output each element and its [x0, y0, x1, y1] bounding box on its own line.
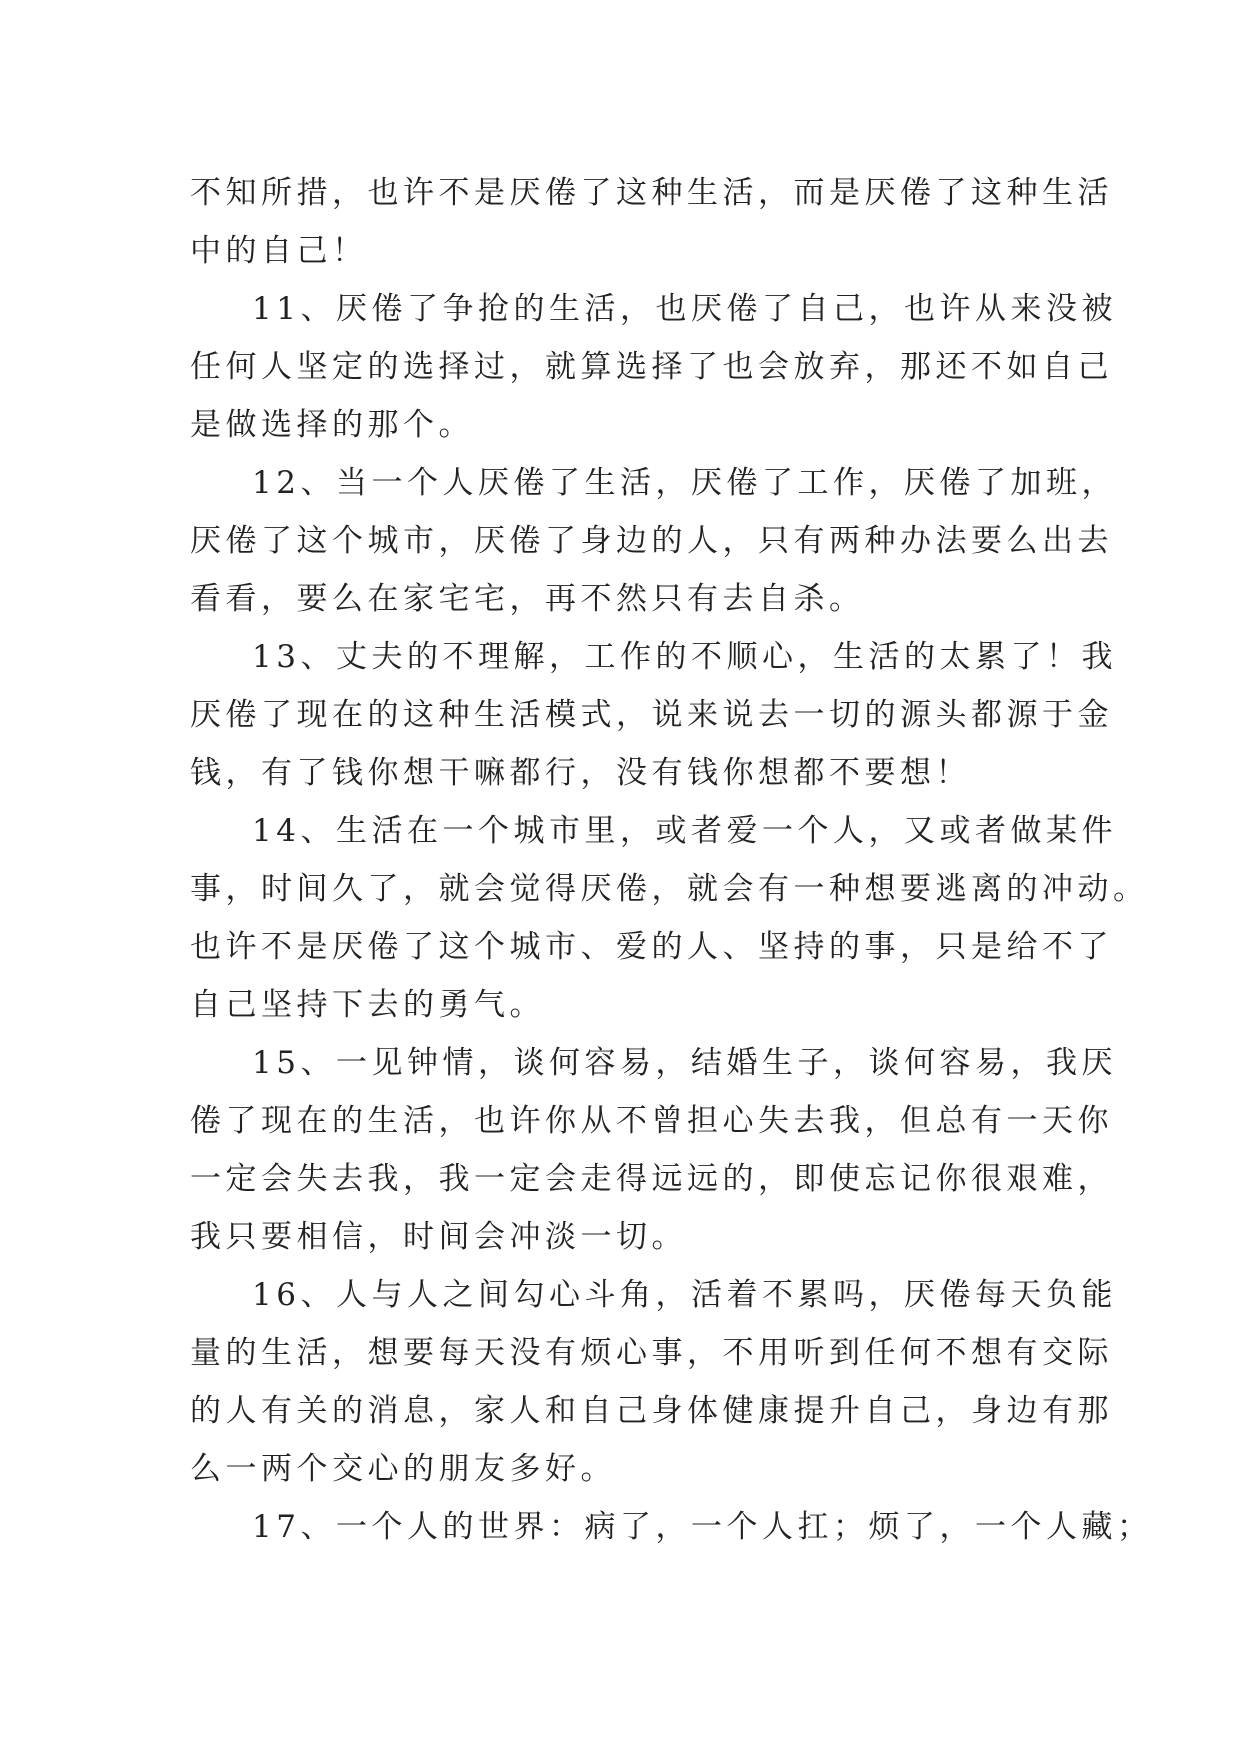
text-line: 厌倦了这个城市，厌倦了身边的人，只有两种办法要么出去: [190, 523, 1113, 559]
text-line: 钱，有了钱你想干嘛都行，没有钱你想都不要想！: [190, 755, 971, 791]
text-line: 不知所措，也许不是厌倦了这种生活，而是厌倦了这种生活: [190, 175, 1113, 211]
text-line: 是做选择的那个。: [190, 407, 474, 443]
text-line: 看看，要么在家宅宅，再不然只有去自杀。: [190, 581, 865, 617]
paragraph-start-15: 15、一见钟情，谈何容易，结婚生子，谈何容易，我厌: [252, 1045, 1117, 1081]
text-line: 一定会失去我，我一定会走得远远的，即使忘记你很艰难，: [190, 1161, 1113, 1197]
text-line: 事，时间久了，就会觉得厌倦，就会有一种想要逃离的冲动。: [190, 871, 1149, 907]
paragraph-start-16: 16、人与人之间勾心斗角，活着不累吗，厌倦每天负能: [252, 1277, 1117, 1313]
text-line: 量的生活，想要每天没有烦心事，不用听到任何不想有交际: [190, 1335, 1113, 1371]
paragraph-start-14: 14、生活在一个城市里，或者爱一个人，又或者做某件: [252, 813, 1117, 849]
body-text: [190, 164, 1153, 1556]
text-line: 么一两个交心的朋友多好。: [190, 1451, 616, 1487]
text-line: 中的自己！: [190, 233, 368, 269]
text-line: 厌倦了现在的这种生活模式，说来说去一切的源头都源于金: [190, 697, 1113, 733]
text-line: 我只要相信，时间会冲淡一切。: [190, 1219, 687, 1255]
paragraph-start-12: 12、当一个人厌倦了生活，厌倦了工作，厌倦了加班，: [252, 465, 1117, 501]
text-line: 的人有关的消息，家人和自己身体健康提升自己，身边有那: [190, 1393, 1113, 1429]
text-line: 也许不是厌倦了这个城市、爱的人、坚持的事，只是给不了: [190, 929, 1113, 965]
text-line: 自己坚持下去的勇气。: [190, 987, 545, 1023]
paragraph-start-11: 11、厌倦了争抢的生活，也厌倦了自己，也许从来没被: [252, 291, 1117, 327]
text-line: 任何人坚定的选择过，就算选择了也会放弃，那还不如自己: [190, 349, 1113, 385]
paragraph-start-13: 13、丈夫的不理解，工作的不顺心，生活的太累了！我: [252, 639, 1117, 675]
paragraph-start-17: 17、一个人的世界：病了，一个人扛；烦了，一个人藏；: [252, 1509, 1153, 1545]
text-line: 倦了现在的生活，也许你从不曾担心失去我，但总有一天你: [190, 1103, 1113, 1139]
